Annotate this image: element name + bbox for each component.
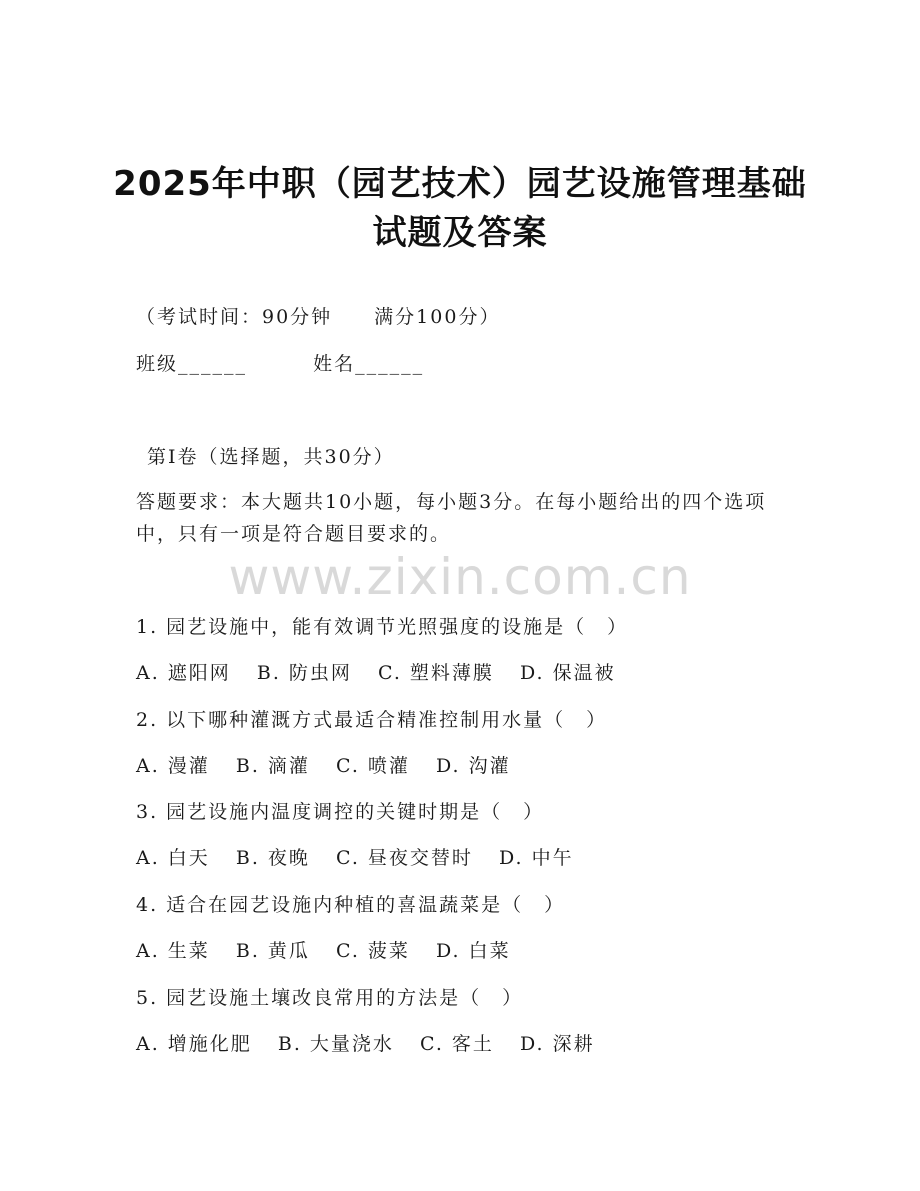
option[interactable]: B. 防虫网 — [256, 662, 352, 684]
option[interactable]: C. 塑料薄膜 — [377, 662, 494, 684]
page-title-line1: 2025年中职（园艺技术）园艺设施管理基础 — [113, 164, 807, 204]
question-options — [136, 658, 634, 685]
option[interactable]: B. 黄瓜 — [235, 940, 310, 962]
option[interactable]: B. 大量浇水 — [277, 1033, 394, 1055]
option[interactable]: D. 白菜 — [435, 940, 511, 962]
option[interactable]: D. 深耕 — [519, 1033, 595, 1055]
option[interactable]: A. 生菜 — [136, 940, 210, 962]
option[interactable]: C. 菠菜 — [335, 940, 410, 962]
option[interactable]: C. 客土 — [419, 1033, 494, 1055]
question-options — [136, 1029, 613, 1056]
question-stem: 5. 园艺设施土壤改良常用的方法是（ ） — [136, 987, 524, 1009]
option[interactable]: A. 遮阳网 — [136, 662, 231, 684]
option[interactable]: A. 白天 — [136, 847, 210, 869]
watermark: www.zixin.com.cn — [228, 548, 692, 606]
section-instructions-line2: 中，只有一项是符合题目要求的。 — [136, 523, 452, 545]
option[interactable]: D. 沟灌 — [435, 755, 511, 777]
question-stem: 4. 适合在园艺设施内种植的喜温蔬菜是（ ） — [136, 894, 566, 916]
question-options — [136, 843, 592, 870]
question-options — [136, 936, 529, 963]
option[interactable]: C. 昼夜交替时 — [335, 847, 473, 869]
option[interactable]: D. 中午 — [498, 847, 574, 869]
class-field[interactable]: 班级______ — [136, 353, 248, 375]
option[interactable]: B. 夜晚 — [235, 847, 310, 869]
exam-info: （考试时间：90分钟 满分100分） — [136, 306, 501, 328]
page-title-line2: 试题及答案 — [372, 213, 548, 253]
student-fields — [136, 349, 424, 376]
question-options — [136, 751, 529, 778]
option[interactable]: A. 漫灌 — [136, 755, 210, 777]
question-stem: 1. 园艺设施中，能有效调节光照强度的设施是（ ） — [136, 616, 629, 638]
section-heading: 第I卷（选择题，共30分） — [147, 446, 395, 468]
section-instructions-line1: 答题要求：本大题共10小题，每小题3分。在每小题给出的四个选项 — [136, 491, 767, 513]
option[interactable]: C. 喷灌 — [335, 755, 410, 777]
option[interactable]: B. 滴灌 — [235, 755, 310, 777]
option[interactable]: D. 保温被 — [519, 662, 616, 684]
question-stem: 3. 园艺设施内温度调控的关键时期是（ ） — [136, 801, 545, 823]
name-field[interactable]: 姓名______ — [313, 353, 425, 375]
question-stem: 2. 以下哪种灌溉方式最适合精准控制用水量（ ） — [136, 709, 608, 731]
option[interactable]: A. 增施化肥 — [136, 1033, 252, 1055]
